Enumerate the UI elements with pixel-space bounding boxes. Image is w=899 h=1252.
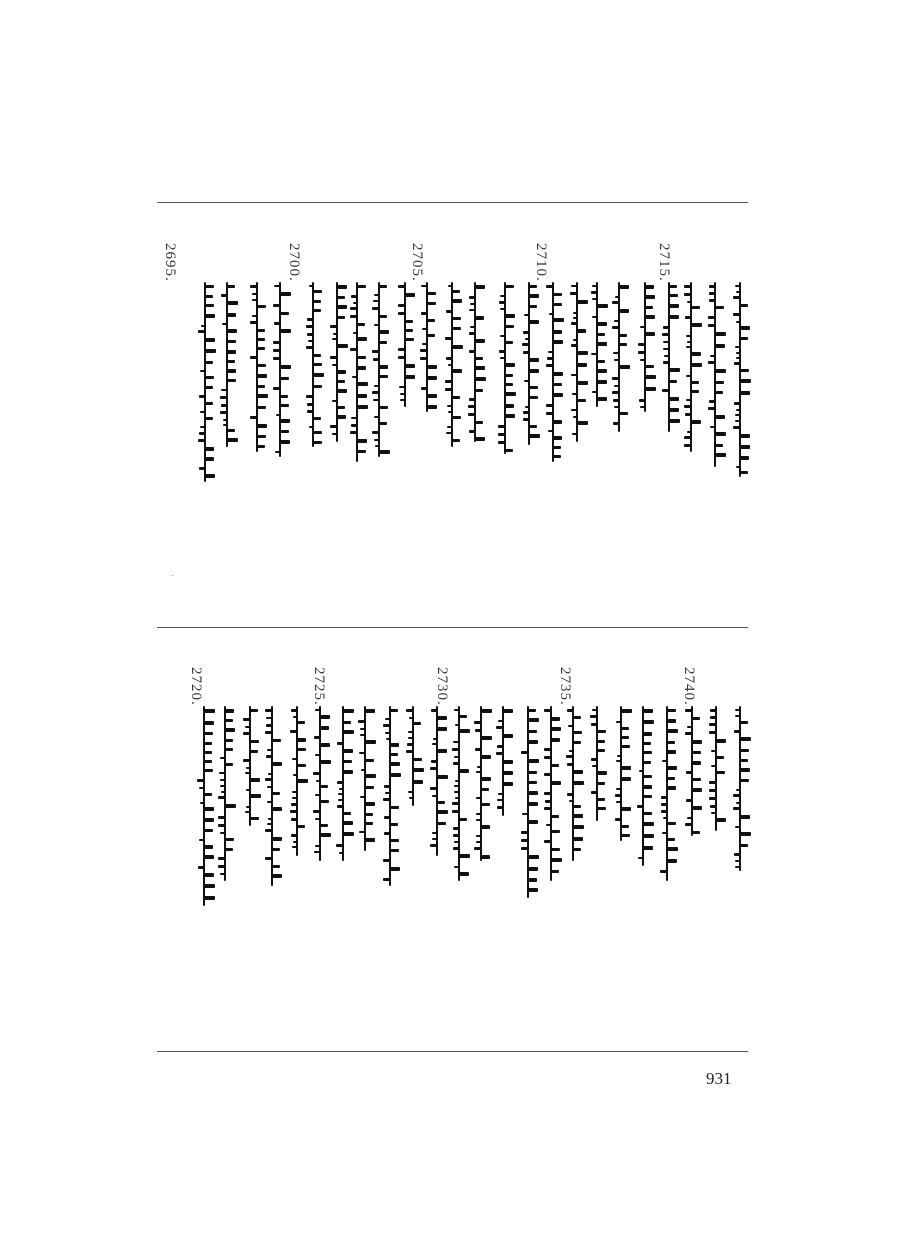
script-column [662,282,676,432]
script-column [544,706,558,881]
top-rule [157,202,748,203]
script-column [521,706,535,898]
script-column [709,706,723,831]
script-column [468,282,482,442]
script-column [685,706,699,836]
script-column [250,282,264,452]
script-column [197,706,211,906]
script-column [566,706,580,861]
script-column [313,706,327,861]
script-column [273,282,287,457]
script-column [306,282,320,447]
script-column [590,706,604,821]
script-column [358,706,372,851]
line-number: 2710. [533,243,549,282]
script-column [290,706,304,856]
line-number: 2735. [557,667,573,706]
script-column [330,282,344,442]
script-column [474,706,488,861]
line-number: 2715. [656,243,672,282]
script-column [636,706,650,866]
script-column [612,282,626,432]
line-number: 2695. [162,243,178,282]
script-column [383,706,397,886]
stray-mark [172,575,173,576]
script-column [445,282,459,447]
script-column [660,706,674,881]
line-number: 2705. [409,243,425,282]
script-column [708,282,722,467]
line-number: 2740. [681,667,697,706]
script-column [398,282,412,407]
script-column [522,282,536,445]
script-column [220,282,234,447]
script-column [452,706,466,881]
script-column [336,706,350,861]
script-column [496,706,510,816]
line-number: 2720. [188,667,204,706]
script-column [570,282,584,442]
line-number: 2700. [286,243,302,282]
script-column [420,282,434,412]
line-number: 2725. [311,667,327,706]
script-column [265,706,279,886]
script-column [546,282,560,462]
middle-rule [157,627,748,628]
script-column [198,282,212,482]
script-column [614,706,628,841]
script-column [590,282,604,407]
script-column [406,706,420,806]
script-column [684,282,698,452]
script-column [243,706,257,826]
page-number: 931 [706,1069,732,1088]
line-number: 2730. [434,667,450,706]
bottom-rule [157,1051,748,1052]
script-column [498,282,512,454]
script-column [350,282,364,462]
script-column [638,282,652,412]
script-column [733,706,747,871]
script-column [430,706,444,856]
script-column [733,282,747,477]
script-column [218,706,232,881]
script-column [372,282,386,457]
